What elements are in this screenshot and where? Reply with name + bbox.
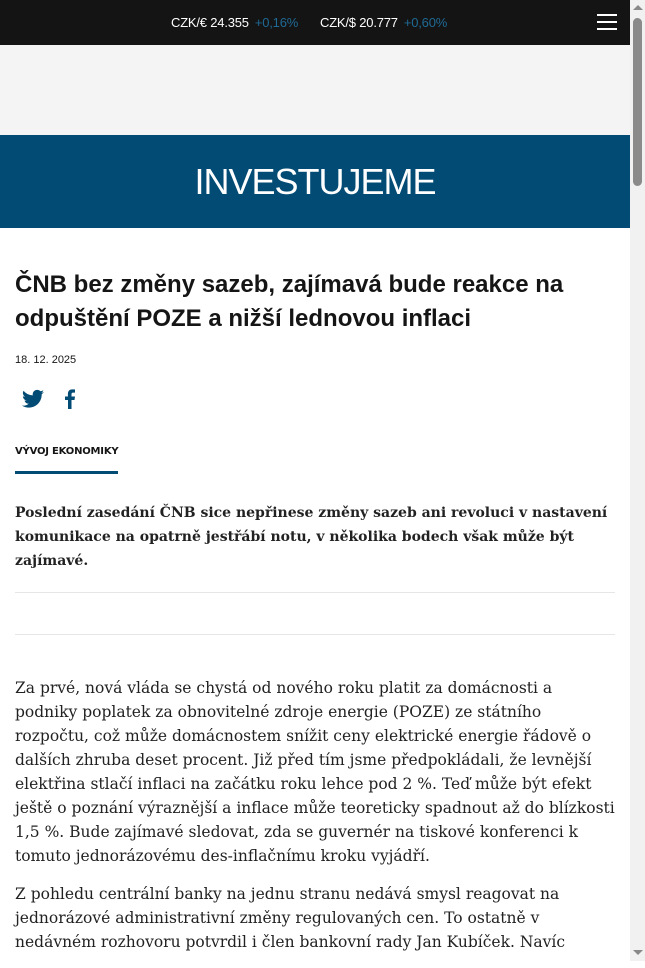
- brand-logo: INVESTUJEME: [194, 160, 436, 202]
- rate-pair: CZK/$: [320, 15, 356, 30]
- ad-space: [0, 45, 630, 135]
- paragraph: Za prvé, nová vláda se chystá od nového roku platit za domácnosti a podniky poplatek za obnovitelné zdroje energie (POZE) ze státního rozpočtu, což může domácnostem snížit ceny elektrické energie řádově o dalších zhruba deset procent. Již před tím jsme předpokládali, že levnější elektřina stlačí inflaci na začátku roku lehce pod 2 %. Teď může být efekt ještě o poznání výraznější a inflace může teoreticky spadnout až do blízkosti 1,5 %. Bude zajímavé sledovat, zda se guvernér na tiskové konferenci k tomuto jednorázovému des-inflačnímu kroku vyjádří.: [15, 679, 615, 865]
- article-date: 18. 12. 2025: [15, 354, 77, 366]
- scrollbar-thumb[interactable]: [633, 18, 642, 186]
- rate-value: 20.777: [359, 15, 398, 30]
- article-title: ČNB bez změny sazeb, zajímavá bude reakce na odpuštění POZE a nižší lednovou inflaci: [15, 271, 564, 332]
- usd-rate: [320, 15, 447, 30]
- category-link[interactable]: VÝVOJ EKONOMIKY: [15, 446, 118, 474]
- facebook-icon[interactable]: [58, 387, 82, 411]
- rate-pair: CZK/€: [171, 15, 207, 30]
- hamburger-menu-icon[interactable]: [597, 14, 617, 30]
- article-lead: Poslední zasedání ČNB sice nepřinese změny sazeb ani revoluci v nastavení komunikace na opatrně jestřábí notu, v několika bodech však může být zajímavé.: [15, 505, 608, 569]
- brand-banner[interactable]: [0, 135, 630, 228]
- divider: [15, 634, 615, 635]
- rate-change: +0,60%: [403, 15, 448, 30]
- rate-value: 24.355: [210, 15, 249, 30]
- top-bar: [0, 0, 630, 45]
- eur-rate: [171, 15, 298, 30]
- divider: [15, 592, 615, 593]
- twitter-icon[interactable]: [21, 387, 45, 411]
- article-body: [15, 676, 615, 968]
- paragraph: Z pohledu centrální banky na jednu stranu nedává smysl reagovat na jednorázové administrativní změny regulovaných cen. To ostatně v nedávném rozhovoru potvrdil i člen bankovní rady Jan Kubíček. Navíc: [15, 885, 566, 951]
- scroll-down-arrow-icon[interactable]: [633, 950, 643, 955]
- rate-change: +0,16%: [254, 15, 299, 30]
- scroll-up-arrow-icon[interactable]: [633, 5, 643, 10]
